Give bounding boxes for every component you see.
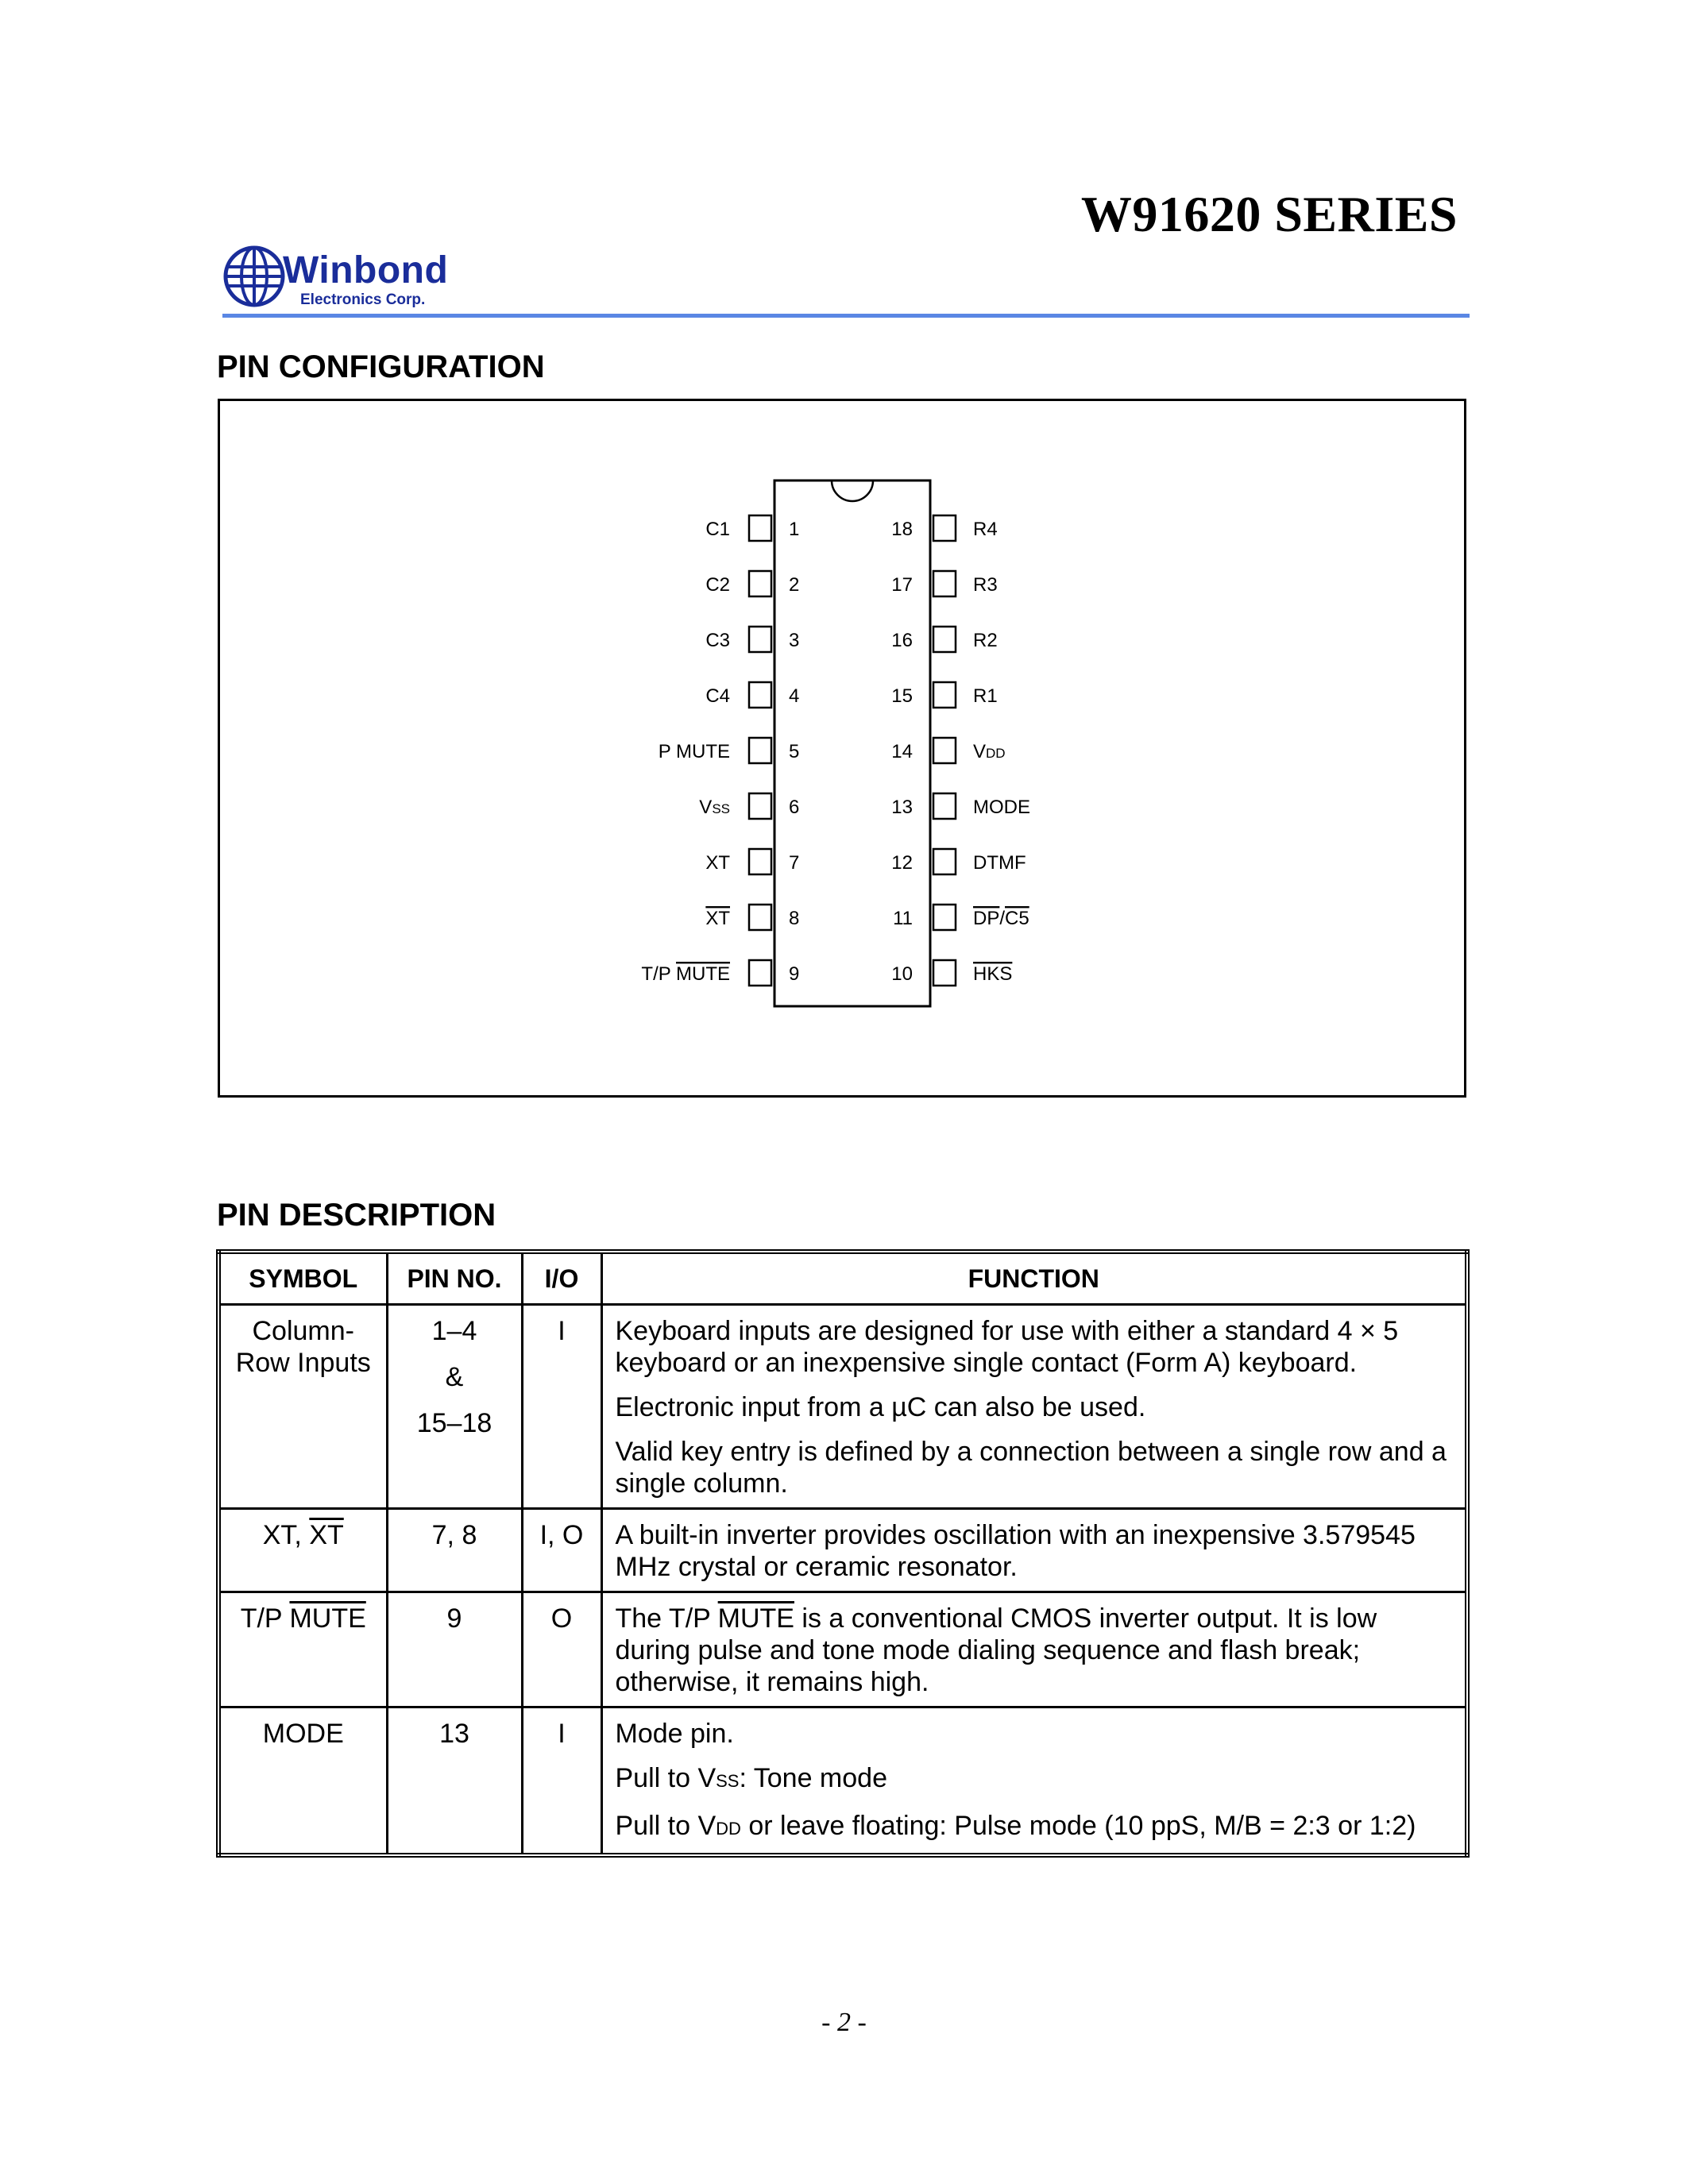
page-number: - 2 -: [821, 2008, 867, 2037]
pin-label: C4: [705, 685, 730, 707]
symbol-cell: MODE: [218, 1707, 387, 1856]
table-row: [218, 1592, 1467, 1707]
symbol-cell: Column- Row Inputs: [218, 1305, 387, 1509]
pin-label: P MUTE: [658, 741, 730, 762]
column-header: SYMBOL: [218, 1252, 387, 1305]
pin-label: R2: [973, 630, 998, 651]
logo-subtitle: Electronics Corp.: [300, 291, 426, 308]
pin-number: 5: [789, 741, 800, 762]
header-divider: [222, 314, 1470, 318]
pin-number: 15: [891, 685, 913, 707]
pin-box-right: [933, 793, 956, 819]
globe-icon: [222, 242, 286, 311]
winbond-logo: [222, 242, 461, 318]
pin-cell: 7, 8: [387, 1509, 522, 1592]
pin-number: 2: [789, 574, 800, 596]
document-title: W91620 SERIES: [1080, 186, 1458, 242]
io-cell: I: [522, 1707, 601, 1856]
logo-brand: Winbond: [283, 249, 449, 291]
pin-label: XT: [705, 852, 730, 874]
table-row: [218, 1509, 1467, 1592]
column-header: I/O: [522, 1252, 601, 1305]
pin-number: 11: [893, 908, 913, 929]
pin-box-right: [933, 571, 956, 596]
pin-label: DP/C5: [973, 908, 1029, 929]
io-cell: I: [522, 1305, 601, 1509]
pin-label: C1: [705, 519, 730, 540]
io-cell: I, O: [522, 1509, 601, 1592]
pin-box-left: [749, 905, 771, 930]
pin-label: DTMF: [973, 852, 1026, 874]
pin-cell: 13: [387, 1707, 522, 1856]
pin-number: 6: [789, 797, 800, 818]
pin-label: HKS: [973, 963, 1013, 985]
pin-box-right: [933, 905, 956, 930]
column-header: PIN NO.: [387, 1252, 522, 1305]
function-cell: A built-in inverter provides oscillation with an inexpensive 3.579545 MHz crystal or ceramic resonator.: [601, 1509, 1467, 1592]
pin-box-left: [749, 682, 771, 708]
pin-number: 9: [789, 963, 800, 985]
pin-box-left: [749, 849, 771, 874]
pin-number: 10: [891, 963, 913, 985]
pin-number: 3: [789, 630, 800, 651]
table-row: [218, 1305, 1467, 1509]
column-header: FUNCTION: [601, 1252, 1467, 1305]
pin-number: 14: [891, 741, 913, 762]
table-header-row: [218, 1252, 1467, 1305]
pin-number: 16: [891, 630, 913, 651]
pin-box-right: [933, 960, 956, 986]
pin-label: T/P MUTE: [641, 963, 730, 985]
pin-number: 8: [789, 908, 800, 929]
pin-box-right: [933, 849, 956, 874]
chip-diagram: [220, 401, 1464, 1095]
pin-label: VSS: [699, 797, 730, 818]
pin-box-right: [933, 627, 956, 652]
pin-label: VDD: [973, 741, 1006, 762]
pin-number: 7: [789, 852, 800, 874]
symbol-cell: T/P MUTE: [218, 1592, 387, 1707]
symbol-cell: XT, $\overline{XT}$: [218, 1509, 387, 1592]
io-cell: O: [522, 1592, 601, 1707]
pin-cell: 1–4 & 15–18: [387, 1305, 522, 1509]
pin-label: R4: [973, 519, 998, 540]
function-cell: Mode pin. Pull to VSS: Tone mode Pull to VDD or leave floating: Pulse mode (10 ppS, M/B = 2:3 or 1:2): [601, 1707, 1467, 1856]
pin-number: 4: [789, 685, 800, 707]
pin-number: 18: [891, 519, 913, 540]
pin-number: 13: [891, 797, 913, 818]
pin-number: 12: [891, 852, 913, 874]
table-row: [218, 1707, 1467, 1856]
pin-configuration-diagram: [218, 399, 1466, 1098]
pin-label: R1: [973, 685, 998, 707]
pin-box-left: [749, 571, 771, 596]
pin-configuration-heading: PIN CONFIGURATION: [217, 349, 545, 384]
pin-box-left: [749, 960, 771, 986]
pin-number: 17: [891, 574, 913, 596]
pin-description-table: [216, 1249, 1470, 1858]
pin-label: XT: [705, 908, 730, 929]
pin-cell: 9: [387, 1592, 522, 1707]
pin-description-heading: PIN DESCRIPTION: [217, 1198, 496, 1233]
pin-label: MODE: [973, 797, 1030, 818]
pin-number: 1: [789, 519, 800, 540]
pin-label: C3: [705, 630, 730, 651]
pin-box-left: [749, 627, 771, 652]
pin-label: C2: [705, 574, 730, 596]
pin-box-left: [749, 738, 771, 763]
function-cell: Keyboard inputs are designed for use with either a standard 4 × 5 keyboard or an inexpensive single contact (Form A) keyboard. Electronic input from a µC can also be used. Valid key entry is defined by a connection between a single row and a single column.: [601, 1305, 1467, 1509]
pin-box-left: [749, 515, 771, 541]
pin-box-right: [933, 682, 956, 708]
pin-label: R3: [973, 574, 998, 596]
pin-box-right: [933, 738, 956, 763]
pin-box-left: [749, 793, 771, 819]
pin-box-right: [933, 515, 956, 541]
function-cell: The T/P MUTE is a conventional CMOS inverter output. It is low during pulse and tone mode dialing sequence and flash break; otherwise, it remains high.: [601, 1592, 1467, 1707]
